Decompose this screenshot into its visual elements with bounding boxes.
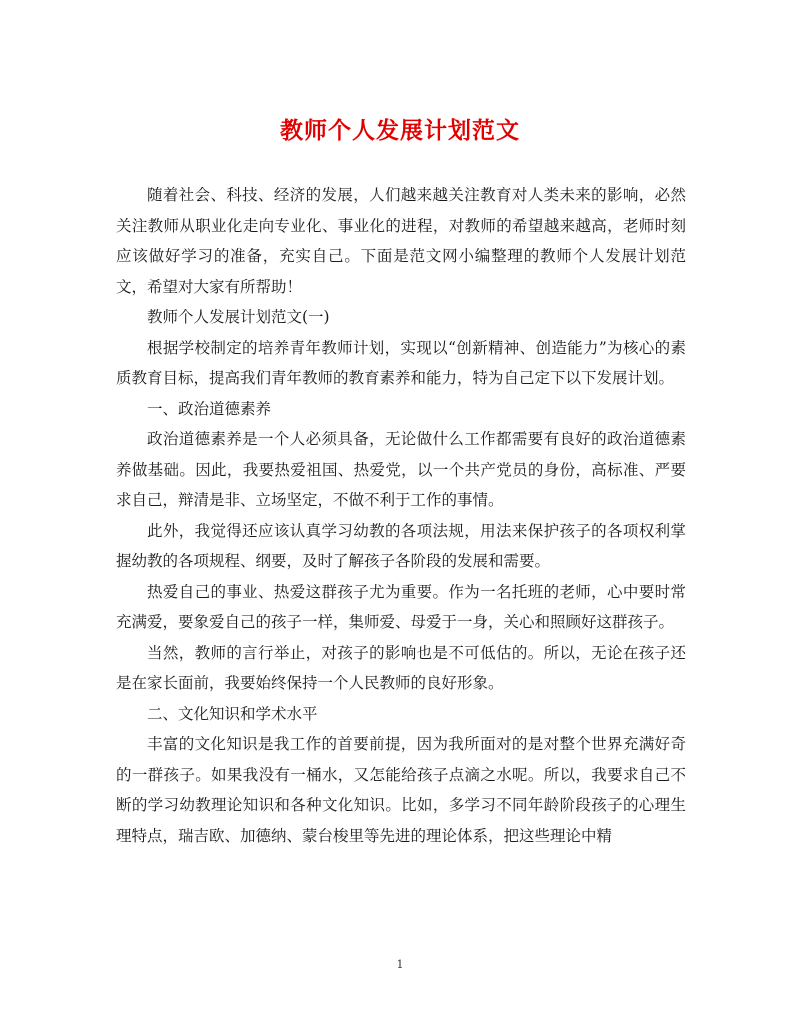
paragraph-culture-knowledge: 丰富的文化知识是我工作的首要前提，因为我所面对的是对整个世界充满好奇的一群孩子。如果我没有一桶水，又怎能给孩子点滴之水呢。所以，我要求自己不断的学习幼教理论知识和各种文化知识。比如，多学习不同年龄阶段孩子的心理生理特点，瑞吉欧、加德纳、蒙台梭里等先进的理论体系，把这些理论中精 <box>116 735 686 845</box>
section-heading-culture-knowledge: 二、文化知识和学术水平 <box>147 704 318 723</box>
document-body <box>116 180 686 851</box>
paragraph-intro: 随着社会、科技、经济的发展，人们越来越关注教育对人类未来的影响，必然关注教师从职业化走向专业化、事业化的进程，对教师的希望越来越高，老师时刻应该做好学习的准备，充实自己。下面是范文网小编整理的教师个人发展计划范文，希望对大家有所帮助！ <box>116 186 686 296</box>
paragraph-plan-intro: 根据学校制定的培养青年教师计划，实现以“创新精神、创造能力”为核心的素质教育目标，提高我们青年教师的教育素养和能力，特为自己定下以下发展计划。 <box>116 338 686 387</box>
document-title: 教师个人发展计划范文 <box>280 117 520 144</box>
section-heading-sample-one: 教师个人发展计划范文(一) <box>147 308 330 326</box>
section-heading-political-morality: 一、政治道德素养 <box>147 399 272 418</box>
paragraph-love-career: 热爱自己的事业、热爱这群孩子尤为重要。作为一名托班的老师，心中要时常充满爱，要象爱自己的孩子一样，集师爱、母爱于一身，关心和照顾好这群孩子。 <box>116 582 686 631</box>
paragraph-teacher-image: 当然，教师的言行举止，对孩子的影响也是不可低估的。所以，无论在孩子还是在家长面前，我要始终保持一个人民教师的良好形象。 <box>116 643 686 692</box>
paragraph-political-morality: 政治道德素养是一个人必须具备，无论做什么工作都需要有良好的政治道德素养做基础。因此，我要热爱祖国、热爱党，以一个共产党员的身份，高标准、严要求自己，辩清是非、立场坚定，不做不利于工作的事情。 <box>116 430 686 509</box>
page-number: 1 <box>396 958 404 971</box>
paragraph-regulations: 此外，我觉得还应该认真学习幼教的各项法规，用法来保护孩子的各项权利掌握幼教的各项规程、纲要，及时了解孩子各阶段的发展和需要。 <box>116 521 686 570</box>
